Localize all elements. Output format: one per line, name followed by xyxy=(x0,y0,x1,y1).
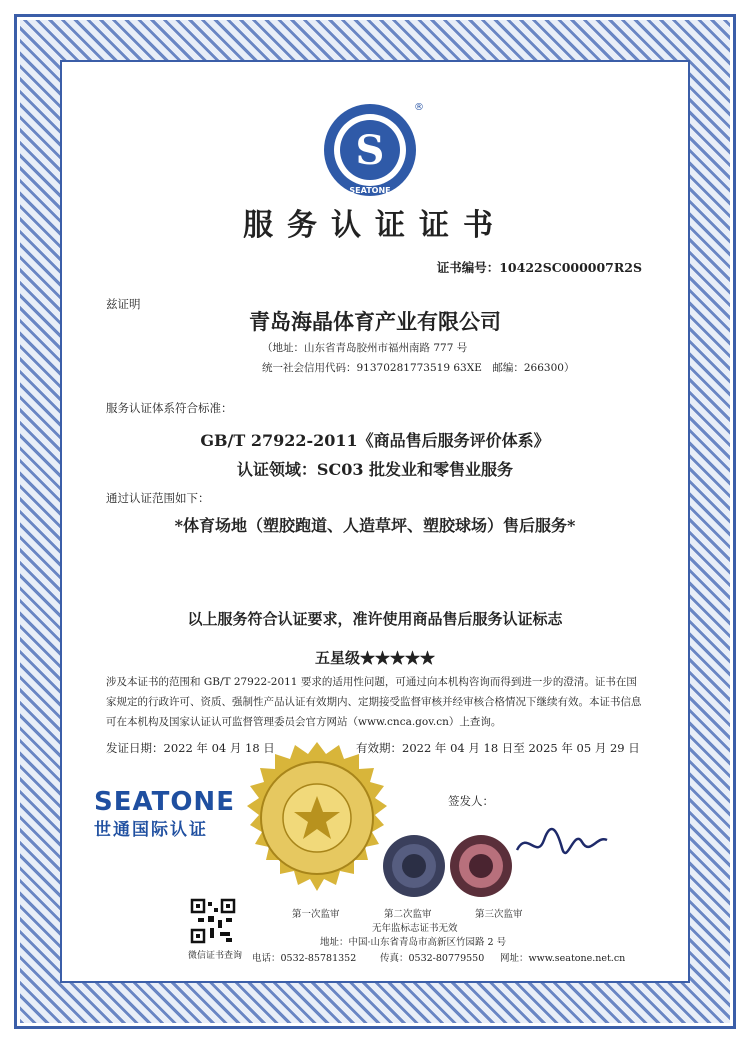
certify-label: 兹证明 xyxy=(106,297,141,311)
qr-caption: 微信证书查询 xyxy=(188,951,243,961)
audit-label-2: 第二次监审 xyxy=(384,909,432,920)
standard-label: 服务认证体系符合标准： xyxy=(106,401,233,415)
certification-field: 认证领域：SC03 批发业和零售业服务 xyxy=(236,460,514,479)
gold-seal xyxy=(232,740,402,910)
credit-code: 统一社会信用代码：91370281773519 63XE 邮编：266300） xyxy=(262,362,575,374)
signer-label: 签发人： xyxy=(448,794,494,808)
validity-notice: 涉及本证书的范围和 GB/T 27922-2011 要求的适用性问题，可通过向本机构咨询而得到进一步的澄清。证书在国家规定的行政许可、资质、强制性产品认证有效期内、定期接受监督审核并经审核合格情况下继续有效。本证书信息可在本机构及国家认证认可监督管理委员会官方网站（www.cnca.gov.cn）上查询。 xyxy=(106,676,642,728)
phone: 电话：0532-85781352 xyxy=(252,953,357,964)
standard-name: GB/T 27922-2011《商品售后服务评价体系》 xyxy=(200,431,550,450)
audit-label-3: 第三次监审 xyxy=(475,909,523,920)
signature xyxy=(512,810,612,870)
certificate-title: 服务认证证书 xyxy=(243,208,507,243)
fax: 传真：0532-80779550 xyxy=(380,953,485,964)
website: 网址：www.seatone.net.cn xyxy=(500,953,626,964)
seatone-logo xyxy=(320,100,424,200)
issue-date: 发证日期：2022 年 04 月 18 日 xyxy=(106,741,275,755)
footer-address: 地址：中国·山东省青岛市高新区竹园路 2 号 xyxy=(320,937,507,948)
audit-stamp-icon xyxy=(447,832,515,900)
certificate-number xyxy=(437,258,642,276)
scope-label: 通过认证范围如下： xyxy=(106,491,210,505)
company-address: （地址：山东省青岛胶州市福州南路 777 号 xyxy=(262,342,468,354)
approval-statement: 以上服务符合认证要求，准许使用商品售后服务认证标志 xyxy=(187,610,563,628)
svg-text:S: S xyxy=(355,127,385,174)
star-rating: 五星级★★★★★ xyxy=(314,649,435,667)
qr-code-icon[interactable] xyxy=(190,898,236,944)
validity-period: 有效期：2022 年 04 月 18 日至 2025 年 05 月 29 日 xyxy=(356,741,640,755)
cert-number-value: 10422SC000007R2S xyxy=(499,260,642,275)
audit-note: 无年监标志证书无效 xyxy=(372,923,458,934)
audit-label-1: 第一次监审 xyxy=(292,909,340,920)
svg-text:®: ® xyxy=(414,102,424,113)
cert-number-label: 证书编号： xyxy=(436,260,500,275)
brand-name-cn: 世通国际认证 xyxy=(94,820,208,840)
certification-scope: *体育场地（塑胶跑道、人造草坪、塑胶球场）售后服务* xyxy=(174,516,576,535)
brand-name-en: SEATONE xyxy=(94,787,235,817)
brand-block xyxy=(94,787,235,840)
audit-stamp-icon xyxy=(380,832,448,900)
company-name: 青岛海晶体育产业有限公司 xyxy=(249,309,501,334)
svg-text:SEATONE: SEATONE xyxy=(349,186,391,195)
